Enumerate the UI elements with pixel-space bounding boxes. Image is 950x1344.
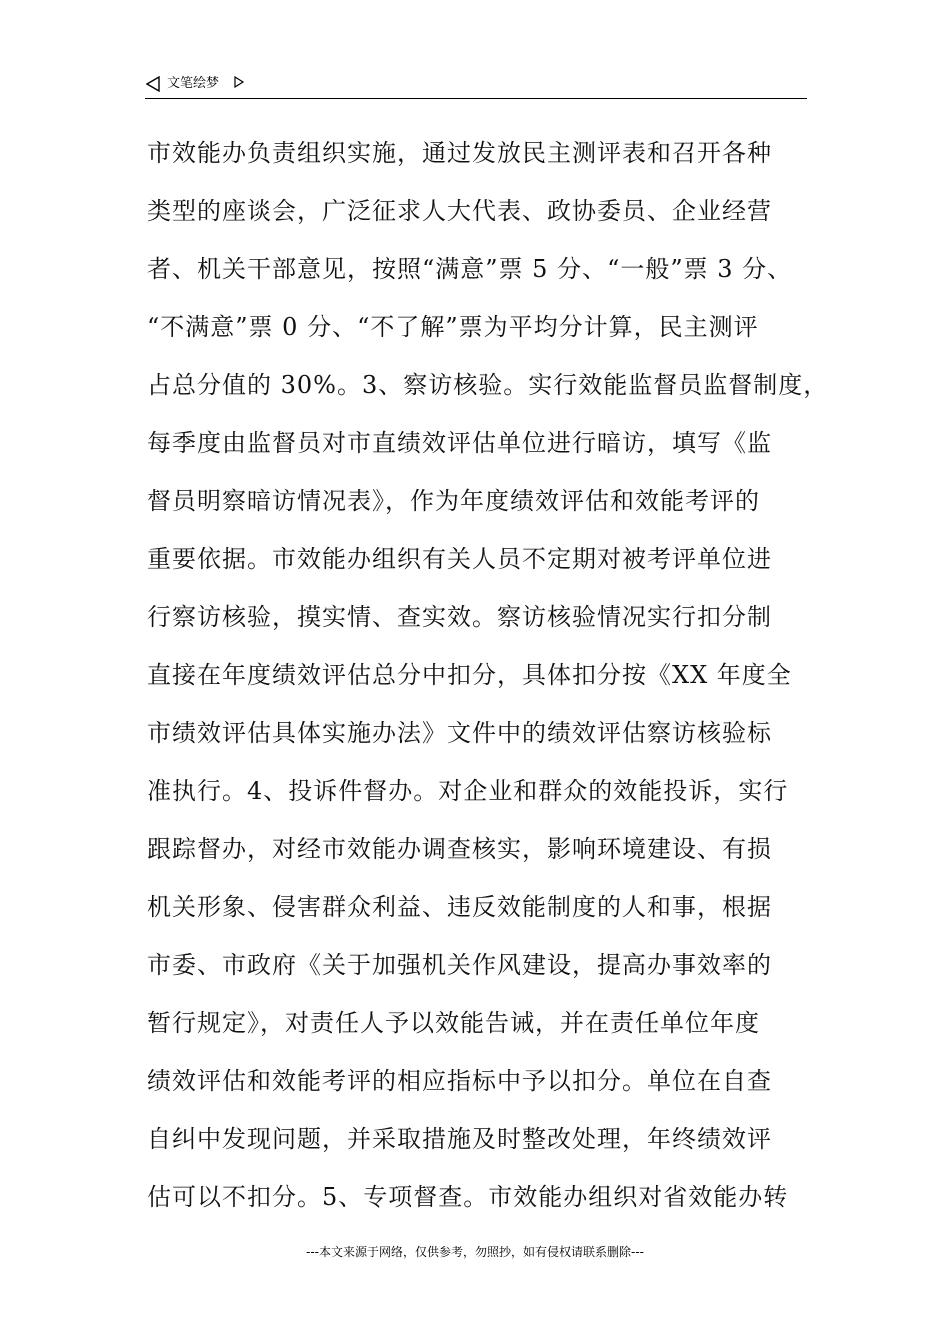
text-line: 市效能办负责组织实施，通过发放民主测评表和召开各种 [147,139,772,167]
text-line: 每季度由监督员对市直绩效评估单位进行暗访，填写《监 [147,429,772,457]
text-line: 行察访核验，摸实情、查实效。察访核验情况实行扣分制 [147,603,772,631]
text-line: 绩效评估和效能考评的相应指标中予以扣分。单位在自查 [147,1067,772,1095]
text-line: 市委、市政府《关于加强机关作风建设，提高办事效率的 [147,951,772,979]
text-line: 自纠中发现问题，并采取措施及时整改处理，年终绩效评 [147,1125,772,1153]
header-title: 文笔绘梦 [167,76,220,91]
text-line: “不满意”票 0 分、“不了解”票为平均分计算，民主测评 [147,313,759,341]
document-body [147,124,837,1226]
text-line: 重要依据。市效能办组织有关人员不定期对被考评单位进 [147,545,772,573]
text-line: 者、机关干部意见，按照“满意”票 5 分、“一般”票 3 分、 [147,255,793,283]
text-line: 机关形象、侵害群众利益、违反效能制度的人和事，根据 [147,893,772,921]
text-line: 类型的座谈会，广泛征求人大代表、政协委员、企业经营 [147,197,772,225]
text-line: 跟踪督办，对经市效能办调查核实，影响环境建设、有损 [147,835,772,863]
text-line: 直接在年度绩效评估总分中扣分，具体扣分按《XX 年度全 [147,661,792,689]
text-line: 暂行规定》，对责任人予以效能告诫，并在责任单位年度 [147,1009,760,1037]
text-line: 准执行。4、投诉件督办。对企业和群众的效能投诉，实行 [147,777,789,805]
page-footer: ---本文来源于网络，仅供参考，勿照抄，如有侵权请联系删除--- [306,1245,644,1259]
text-line: 占总分值的 30%。3、察访核验。实行效能监督员监督制度， [147,371,829,399]
page-header [145,74,807,99]
text-line: 督员明察暗访情况表》，作为年度绩效评估和效能考评的 [147,487,760,515]
text-line: 市绩效评估具体实施办法》文件中的绩效评估察访核验标 [147,719,772,747]
text-line: 估可以不扣分。5、专项督查。市效能办组织对省效能办转 [147,1183,789,1211]
right-triangle-icon [233,76,245,88]
left-triangle-icon [145,76,161,92]
